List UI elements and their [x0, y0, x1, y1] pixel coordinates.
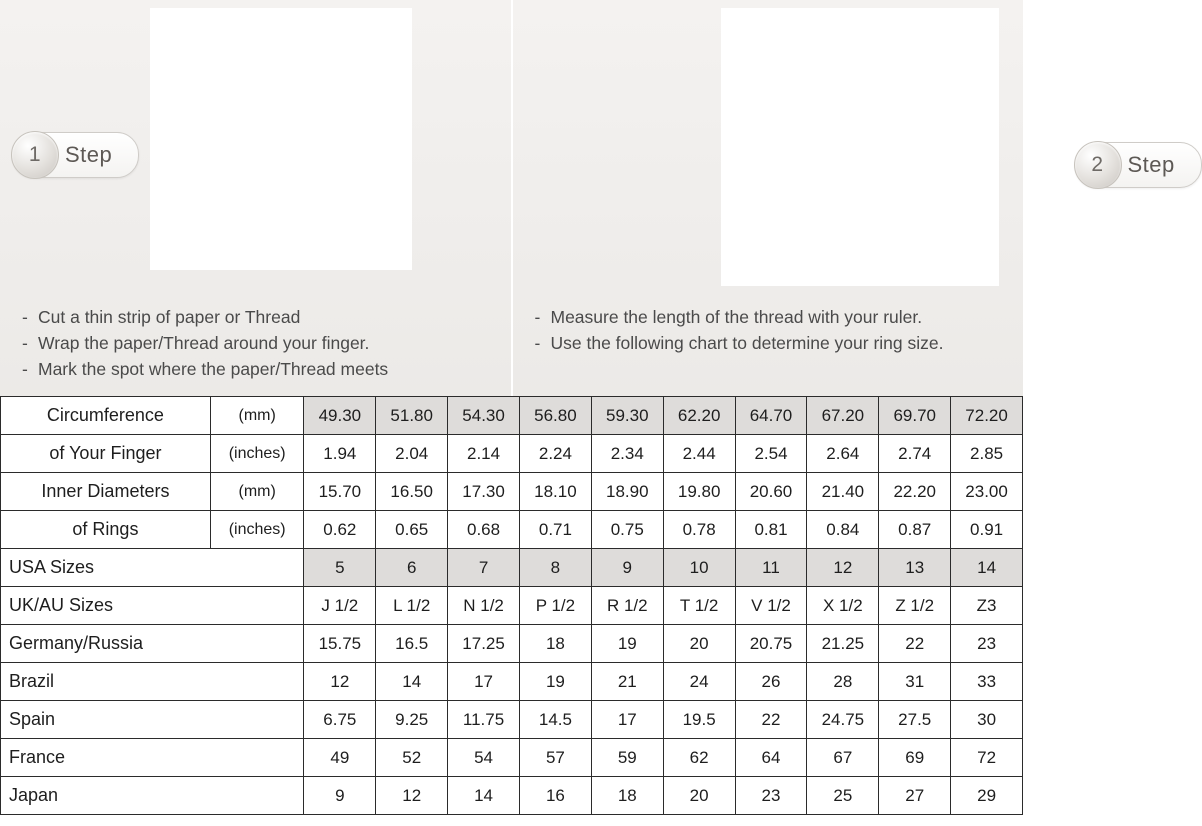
- step-2-number: 2: [1074, 141, 1122, 189]
- row-label: France: [1, 739, 304, 777]
- step-2-bullets: [535, 304, 1012, 356]
- cell: 12: [376, 777, 448, 815]
- steps-section: [0, 0, 1175, 396]
- cell: 12: [807, 549, 879, 587]
- cell: 30: [951, 701, 1023, 739]
- step-1-bullets: [22, 304, 499, 382]
- cell: V 1/2: [735, 587, 807, 625]
- cell: 0.87: [879, 511, 951, 549]
- row-unit: (mm): [210, 473, 304, 511]
- cell: N 1/2: [448, 587, 520, 625]
- chart-body: [1, 397, 1023, 815]
- row-label: Spain: [1, 701, 304, 739]
- step-1-number: 1: [11, 131, 59, 179]
- cell: 0.91: [951, 511, 1023, 549]
- row-label: of Your Finger: [1, 435, 211, 473]
- cell: 9.25: [376, 701, 448, 739]
- cell: T 1/2: [663, 587, 735, 625]
- step-1-bullet-2: - Mark the spot where the paper/Thread meets: [22, 356, 499, 382]
- table-row: [1, 511, 1023, 549]
- step-panel-1: [0, 0, 513, 396]
- row-unit: (inches): [210, 435, 304, 473]
- cell: 14: [448, 777, 520, 815]
- cell: 18: [591, 777, 663, 815]
- step-1-label: Step: [65, 142, 113, 167]
- cell: 59.30: [591, 397, 663, 435]
- cell: 2.54: [735, 435, 807, 473]
- cell: P 1/2: [519, 587, 591, 625]
- cell: 8: [519, 549, 591, 587]
- cell: 62.20: [663, 397, 735, 435]
- row-label: of Rings: [1, 511, 211, 549]
- cell: Z3: [951, 587, 1023, 625]
- table-row: [1, 625, 1023, 663]
- cell: 7: [448, 549, 520, 587]
- cell: 17: [591, 701, 663, 739]
- cell: 17: [448, 663, 520, 701]
- cell: 10: [663, 549, 735, 587]
- cell: 11: [735, 549, 807, 587]
- cell: 14.5: [519, 701, 591, 739]
- cell: 18.10: [519, 473, 591, 511]
- cell: 20: [663, 777, 735, 815]
- cell: 49.30: [304, 397, 376, 435]
- table-row: [1, 587, 1023, 625]
- cell: 12: [304, 663, 376, 701]
- cell: Z 1/2: [879, 587, 951, 625]
- row-unit: (inches): [210, 511, 304, 549]
- cell: 21.40: [807, 473, 879, 511]
- cell: 1.94: [304, 435, 376, 473]
- step-1-pill: [12, 132, 139, 178]
- cell: 22: [735, 701, 807, 739]
- cell: 56.80: [519, 397, 591, 435]
- table-row: [1, 739, 1023, 777]
- table-row: [1, 473, 1023, 511]
- cell: 14: [951, 549, 1023, 587]
- cell: 26: [735, 663, 807, 701]
- cell: 29: [951, 777, 1023, 815]
- row-label: UK/AU Sizes: [1, 587, 304, 625]
- cell: 21.25: [807, 625, 879, 663]
- cell: 17.30: [448, 473, 520, 511]
- table-row: [1, 549, 1023, 587]
- cell: 57: [519, 739, 591, 777]
- cell: 14: [376, 663, 448, 701]
- cell: 27.5: [879, 701, 951, 739]
- cell: 18: [519, 625, 591, 663]
- cell: 23.00: [951, 473, 1023, 511]
- cell: 67: [807, 739, 879, 777]
- cell: 24: [663, 663, 735, 701]
- cell: 31: [879, 663, 951, 701]
- cell: 22: [879, 625, 951, 663]
- cell: 19: [519, 663, 591, 701]
- cell: 0.65: [376, 511, 448, 549]
- cell: 27: [879, 777, 951, 815]
- cell: 22.20: [879, 473, 951, 511]
- cell: L 1/2: [376, 587, 448, 625]
- cell: 2.85: [951, 435, 1023, 473]
- cell: 2.74: [879, 435, 951, 473]
- cell: 15.70: [304, 473, 376, 511]
- cell: 20.75: [735, 625, 807, 663]
- cell: 0.84: [807, 511, 879, 549]
- cell: 9: [304, 777, 376, 815]
- bullet-dash: -: [22, 359, 28, 379]
- cell: 2.04: [376, 435, 448, 473]
- cell: 16: [519, 777, 591, 815]
- step-1-badge: [12, 132, 139, 178]
- bullet-dash: -: [534, 333, 541, 353]
- cell: 19.5: [663, 701, 735, 739]
- bullet-dash: -: [534, 307, 541, 327]
- cell: 2.44: [663, 435, 735, 473]
- bullet-dash: -: [22, 333, 28, 353]
- cell: 69: [879, 739, 951, 777]
- cell: 0.62: [304, 511, 376, 549]
- cell: 16.50: [376, 473, 448, 511]
- cell: 64.70: [735, 397, 807, 435]
- row-unit: (mm): [210, 397, 304, 435]
- cell: 0.78: [663, 511, 735, 549]
- cell: 59: [591, 739, 663, 777]
- cell: 19: [591, 625, 663, 663]
- cell: X 1/2: [807, 587, 879, 625]
- cell: 6: [376, 549, 448, 587]
- ring-size-chart: [0, 396, 1023, 815]
- step-2-bullet-0: - Measure the length of the thread with your ruler.: [535, 304, 1012, 330]
- cell: 11.75: [448, 701, 520, 739]
- cell: 15.75: [304, 625, 376, 663]
- cell: 49: [304, 739, 376, 777]
- cell: 54: [448, 739, 520, 777]
- cell: J 1/2: [304, 587, 376, 625]
- cell: 25: [807, 777, 879, 815]
- row-label: Circumference: [1, 397, 211, 435]
- cell: 18.90: [591, 473, 663, 511]
- cell: 24.75: [807, 701, 879, 739]
- cell: 20.60: [735, 473, 807, 511]
- cell: 23: [951, 625, 1023, 663]
- cell: 6.75: [304, 701, 376, 739]
- row-label: Japan: [1, 777, 304, 815]
- table-row: [1, 397, 1023, 435]
- cell: R 1/2: [591, 587, 663, 625]
- cell: 17.25: [448, 625, 520, 663]
- cell: 72: [951, 739, 1023, 777]
- step-2-bullet-1: - Use the following chart to determine your ring size.: [535, 330, 1012, 356]
- cell: 23: [735, 777, 807, 815]
- step-2-photo: [721, 8, 999, 286]
- step-2-pill: [1075, 142, 1202, 188]
- cell: 0.71: [519, 511, 591, 549]
- cell: 72.20: [951, 397, 1023, 435]
- cell: 0.68: [448, 511, 520, 549]
- cell: 51.80: [376, 397, 448, 435]
- bullet-dash: -: [22, 307, 28, 327]
- step-2-label: Step: [1127, 152, 1175, 177]
- cell: 5: [304, 549, 376, 587]
- cell: 2.34: [591, 435, 663, 473]
- table-row: [1, 701, 1023, 739]
- cell: 28: [807, 663, 879, 701]
- cell: 9: [591, 549, 663, 587]
- cell: 0.81: [735, 511, 807, 549]
- cell: 64: [735, 739, 807, 777]
- cell: 19.80: [663, 473, 735, 511]
- cell: 62: [663, 739, 735, 777]
- cell: 2.24: [519, 435, 591, 473]
- step-panel-2: [513, 0, 1175, 396]
- cell: 33: [951, 663, 1023, 701]
- cell: 54.30: [448, 397, 520, 435]
- row-label: USA Sizes: [1, 549, 304, 587]
- row-label: Germany/Russia: [1, 625, 304, 663]
- cell: 16.5: [376, 625, 448, 663]
- row-label: Brazil: [1, 663, 304, 701]
- cell: 20: [663, 625, 735, 663]
- table-row: [1, 777, 1023, 815]
- step-1-bullet-0: - Cut a thin strip of paper or Thread: [22, 304, 499, 330]
- step-1-photo: [150, 8, 412, 270]
- cell: 13: [879, 549, 951, 587]
- cell: 67.20: [807, 397, 879, 435]
- cell: 2.14: [448, 435, 520, 473]
- table-row: [1, 435, 1023, 473]
- cell: 2.64: [807, 435, 879, 473]
- cell: 21: [591, 663, 663, 701]
- step-2-badge: [1075, 142, 1202, 188]
- cell: 69.70: [879, 397, 951, 435]
- table-row: [1, 663, 1023, 701]
- row-label: Inner Diameters: [1, 473, 211, 511]
- step-1-bullet-1: - Wrap the paper/Thread around your finger.: [22, 330, 499, 356]
- cell: 0.75: [591, 511, 663, 549]
- cell: 52: [376, 739, 448, 777]
